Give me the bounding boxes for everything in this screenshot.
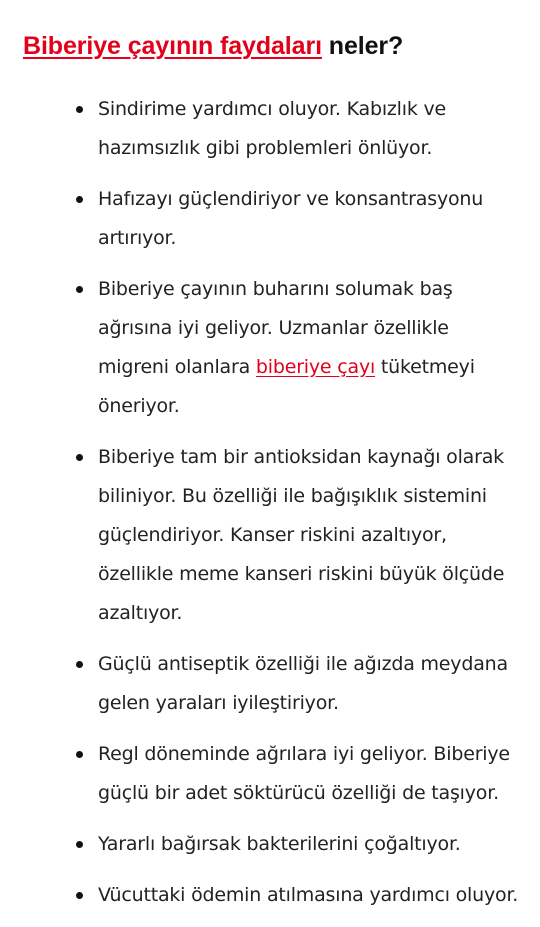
list-item bbox=[0, 438, 540, 633]
bullet-icon bbox=[76, 892, 83, 899]
list-item bbox=[0, 180, 540, 258]
bullet-icon bbox=[76, 106, 83, 113]
list-item-text: Biberiye tam bir antioksidan kaynağı olarak biliniyor. Bu özelliği ile bağışıklık sistemini güçlendiriyor. Kanser riskini azaltıyor, özellikle meme kanseri riskini büyük ölçüde azaltıyor. bbox=[98, 446, 505, 624]
list-item-text: Hafızayı güçlendiriyor ve konsantrasyonu artırıyor. bbox=[98, 188, 484, 249]
section-heading bbox=[23, 30, 403, 62]
list-item-text-after: tüketmeyi öneriyor. bbox=[98, 356, 475, 417]
list-item bbox=[0, 270, 540, 426]
list-item bbox=[0, 90, 540, 168]
list-item-text-before: Biberiye çayının buharını solumak baş ağrısına iyi geliyor. Uzmanlar özellikle migreni olanlara bbox=[98, 278, 453, 378]
inline-link-biberiye-cayi[interactable]: biberiye çayı bbox=[255, 356, 376, 378]
list-item bbox=[0, 645, 540, 723]
bullet-icon bbox=[76, 196, 83, 203]
list-item bbox=[0, 876, 540, 915]
bullet-icon bbox=[76, 286, 83, 293]
list-item-text: Vücuttaki ödemin atılmasına yardımcı oluyor. bbox=[98, 884, 519, 906]
list-item-text: Yararlı bağırsak bakterilerini çoğaltıyor. bbox=[98, 833, 461, 855]
heading-suffix: neler? bbox=[321, 32, 404, 60]
list-item-text: Güçlü antiseptik özelliği ile ağızda meydana gelen yaraları iyileştiriyor. bbox=[98, 653, 508, 714]
bullet-icon bbox=[76, 751, 83, 758]
list-item-text: Sindirime yardımcı oluyor. Kabızlık ve hazımsızlık gibi problemleri önlüyor. bbox=[98, 98, 447, 159]
list-item bbox=[0, 825, 540, 864]
bullet-icon bbox=[76, 661, 83, 668]
list-item-text: Regl döneminde ağrılara iyi geliyor. Biberiye güçlü bir adet söktürücü özelliği de taşıyor. bbox=[98, 743, 510, 804]
bullet-icon bbox=[76, 841, 83, 848]
benefits-list bbox=[0, 90, 540, 927]
bullet-icon bbox=[76, 454, 83, 461]
list-item bbox=[0, 735, 540, 813]
heading-link[interactable]: Biberiye çayının faydaları bbox=[23, 32, 322, 60]
